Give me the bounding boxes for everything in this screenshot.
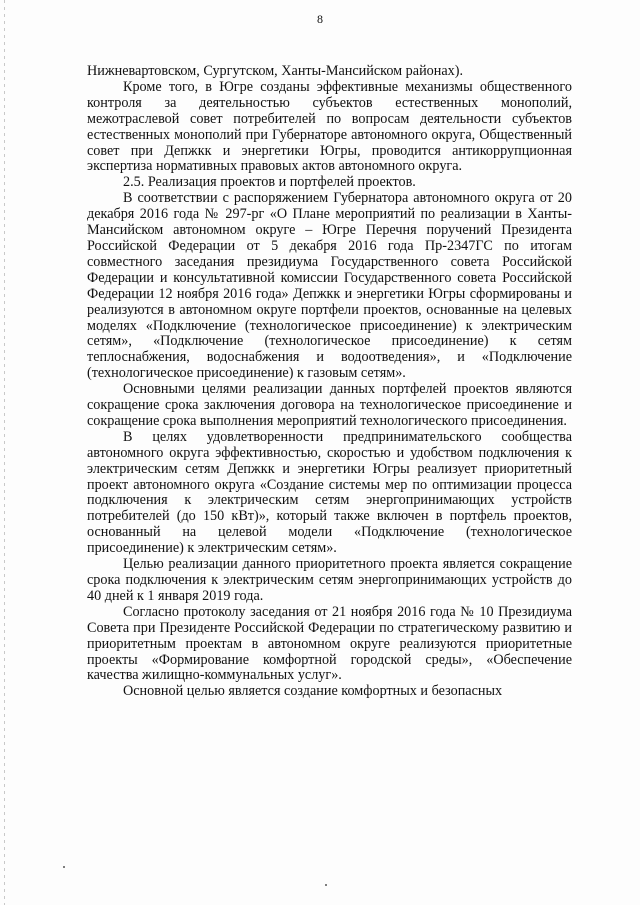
scan-edge-line	[4, 0, 5, 905]
paragraph-presidium-protocol: Согласно протоколу заседания от 21 ноября 2016 года № 10 Президиума Совета при Президенте Российской Федерации по стратегическому развитию и приоритетным проектам в автономном округе реализуются приоритетные проекты «Формирование комфортной городской среды», «Обеспечение качества жилищно-коммунальных услуг».	[87, 603, 572, 684]
paragraph-public-control: Кроме того, в Югре созданы эффективные механизмы общественного контроля за деятельностью субъектов естественных монополий, межотраслевой совет потребителей по вопросам деятельности субъектов естественных монополий при Губернаторе автономного округа, Общественный совет при Депжкк и энергетики Югры, проводится антикоррупционная экспертиза нормативных правовых актов автономного округа.	[87, 78, 572, 175]
paragraph-portfolio-goals: Основными целями реализации данных портфелей проектов являются сокращение срока заключения договора на технологическое присоединение и сокращение срока выполнения мероприятий технологического присоединения.	[87, 381, 572, 429]
section-heading-2-5: 2.5. Реализация проектов и портфелей проектов.	[123, 174, 416, 191]
paragraph-project-goal: Целью реализации данного приоритетного проекта является сокращение срока подключения к электрическим сетям энергопринимающих устройств до 40 дней к 1 января 2019 года.	[87, 556, 572, 604]
paragraph-priority-project: В целях удовлетворенности предпринимательского сообщества автономного округа эффективностью, скоростью и удобством подключения к электрическим сетям Депжкк и энергетики Югры реализует приоритетный проект автономного округа «Создание системы мер по оптимизации процесса подключения к электрическим сетям энергопринимающих устройств потребителей (до 150 кВт)», который также включен в портфель проектов, основанный на целевой модели «Подключение (технологическое присоединение) к электрическим сетям».	[87, 428, 572, 557]
paragraph-continuation: Нижневартовском, Сургутском, Ханты-Мансийском районах).	[87, 63, 464, 79]
document-body	[87, 64, 572, 700]
paragraph-governor-order: В соответствии с распоряжением Губернатора автономного округа от 20 декабря 2016 года № 297-рг «О Плане мероприятий по реализации в Ханты-Мансийском автономном округе – Югре Перечня поручений Президента Российской Федерации от 5 декабря 2016 года Пр-2347ГС по итогам совместного заседания президиума Государственного совета Российской Федерации и консультативной комиссии Государственного совета Российской Федерации 12 ноября 2016 года» Депжкк и энергетики Югры сформированы и реализуются в автономном округе портфели проектов, основанные на целевых моделях «Подключение (технологическое присоединение) к электрическим сетям», «Подключение (технологическое присоединение) к сетям теплоснабжения, водоснабжения и водоотведения», и «Подключение (технологическое присоединение) к газовым сетям».	[87, 190, 572, 382]
scan-speck	[325, 884, 327, 886]
page-number: 8	[317, 12, 323, 26]
paragraph-main-goal: Основной целью является создание комфортных и безопасных	[123, 683, 503, 700]
scan-speck	[63, 866, 65, 868]
